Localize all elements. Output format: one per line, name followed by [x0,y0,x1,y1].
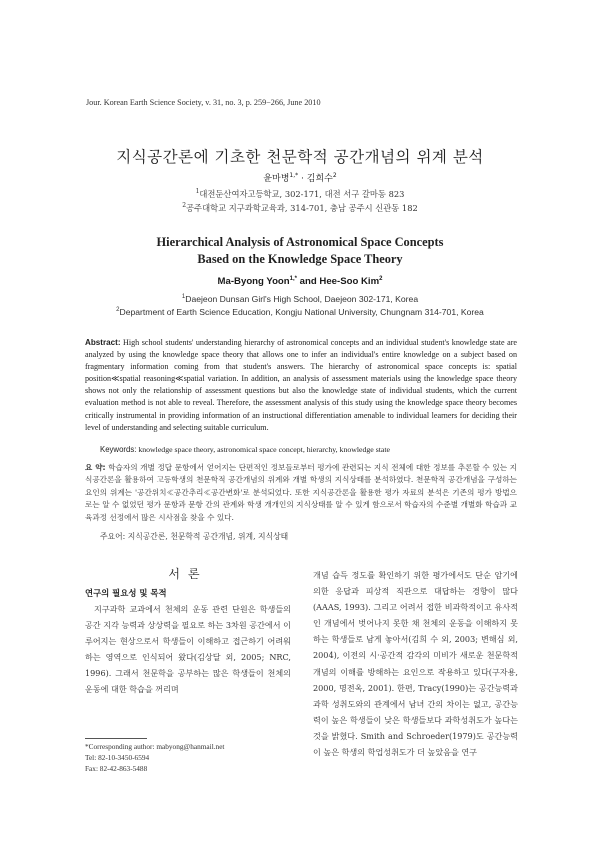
korean-authors [0,171,600,184]
footnote-corresponding: *Corresponding author: mabyong@hanmail.net [85,742,225,751]
english-title [0,234,600,268]
english-keywords [100,445,390,454]
abstract-label: Abstract: [85,338,121,347]
aff-text: Department of Earth Science Education, Kongju National University, Chungnam 314-701, Korea [119,307,484,317]
footnote-fax: Fax: 82-42-863-5488 [85,764,148,773]
english-abstract [85,337,517,434]
ko-abstract-text: 학습자의 개별 정답 문항에서 얻어지는 단편적인 정보들로부터 평가에 관련되는 지식 전체에 대한 정보를 추론할 수 있는 지식공간론을 활용하여 고등학생의 천문학적 공간개념의 위계와 개별 학생의 지식상태를 분석하였다. 천문학적 공간개념을 구성하는 요인의 위계는 '공간위치≪공간추리≪공간변화'로 분석되었다. 또한 지식공간론을 활용한 평가 자료의 분석은 기존의 평가 방법으로는 알 수 없었던 평가 문항과 문항 간의 관계와 학생 개개인의 지식상태를 알 수 있게 함으로서 학습자의 수준별 개별화 학습과 교육과정 선정에서 많은 시사점을 찾을 수 있다. [85,463,518,522]
author-1-en: Ma-Byong Yoon [217,276,290,287]
aff-text: Daejeon Dunsan Girl's High School, Daejeon 302-171, Korea [185,294,419,304]
english-affiliation-1 [0,294,600,304]
author-2-en-sup: 2 [379,275,383,282]
korean-affiliation-1 [0,188,600,200]
keywords-text: knowledge space theory, astronomical space concept, hierarchy, knowledge state [136,445,390,454]
author-2-ko-sup: 2 [332,172,337,179]
korean-affiliation-2 [0,202,600,214]
author-2-en: Hee-Soo Kim [319,276,380,287]
journal-citation: Jour. Korean Earth Science Society, v. 31, no. 3, p. 259−266, June 2010 [86,98,321,107]
abstract-text: High school students' understanding hierarchy of astronomical concepts and an individual student's knowledge state are analyzed by using the knowledge space theory that allows one to infer an individual's entire knowledge on a subject based on fragmentary information coming from that student's answers. The hierarchy of astronomical space concepts is: spatial position≪spatial reasoning≪spatial variation. In addition, an analysis of assessment materials using the knowledge space theory shows not only the relationship of assessment questions but also the knowledge state of individual students, which the current evaluation method is not able to reveal. Therefore, the assessment analysis of this study using the knowledge space theory becomes critically instrumental in providing information of an instructional differentiation amenable to individual learners for deciding their level of understanding and selecting suitable curriculum. [85,338,517,432]
ko-keywords-label: 주요어: [100,532,126,541]
keywords-label: Keywords: [100,445,137,454]
aff-sup: 1 [181,294,186,301]
body-left-column: 지구과학 교과에서 천체의 운동 관련 단원은 학생들의 공간 지각 능력과 상상력을 필요로 하는 3차원 공간에서 이루어지는 현상으로서 학생들이 이해하고 접근하기 어려워하는 영역으로 인식되어 왔다(김상달 외, 2005; NRC, 1996). 그래서 천문학을 공부하는 많은 학생들이 천체의 운동에 대한 학습을 꺼리며 [85,604,291,695]
footnote-tel: Tel: 82-10-3450-6594 [85,753,150,762]
subsection-title: 연구의 필요성 및 목적 [85,588,167,598]
english-affiliation-2 [0,307,600,317]
aff-text: 대전둔산여자고등학교, 302-171, 대전 서구 갈마동 823 [199,189,405,199]
english-title-line-2: Based on the Knowledge Space Theory [197,252,403,266]
author-1-en-sup: 1,* [289,275,298,282]
author-1-ko-sup: 1,* [289,172,299,179]
aff-sup: 1 [195,188,200,196]
aff-sup: 2 [182,202,187,210]
aff-text: 공주대학교 지구과학교육과, 314-701, 충남 공주시 신관동 182 [186,203,418,213]
ko-abstract-label: 요 약: [85,463,106,472]
author-and: and [297,276,320,287]
english-authors [0,276,600,287]
footnote-divider [85,738,147,739]
author-2-ko: 김희수 [306,174,333,184]
author-1-ko: 윤마병 [263,174,290,184]
korean-title: 지식공간론에 기초한 천문학적 공간개념의 위계 분석 [116,148,484,166]
section-title: 서론 [168,567,208,581]
korean-keywords [100,531,288,542]
ko-keywords-text: 지식공간론, 천문학적 공간개념, 위계, 지식상태 [125,532,289,541]
english-title-line-1: Hierarchical Analysis of Astronomical Space Concepts [156,235,444,249]
aff-sup: 2 [116,307,120,314]
body-right-column: 개념 습득 정도를 확인하기 위한 평가에서도 단순 암기에 의한 응답과 피상적 직관으로 대답하는 경향이 많다(AAAS, 1993). 그리고 어려서 접한 비과학적이고 유사적인 개념에서 벗어나지 못한 채 천체의 운동을 이해하지 못하는 학생들로 남게 놓아서(김희 수 외, 2003; 변해심 외, 2004), 이전의 시·공간적 감각의 미비가 새로운 천문학적 개념의 이해를 방해하는 요인으로 작용하고 있다(구자용, 2000, 명전옥, 2001). 한편, Tracy(1990)는 공간능력과 과학 성취도와의 관계에서 남녀 간의 차이는 없고, 공간능력이 높은 학생들이 낮은 학생들보다 과학성취도가 높다는 것을 밝혔다. Smith and Schroeder(1979)도 공간능력이 높은 학생의 학업성취도가 더 높았음을 연구 [313,570,518,758]
author-sep: · [298,174,307,184]
korean-abstract [85,462,517,524]
